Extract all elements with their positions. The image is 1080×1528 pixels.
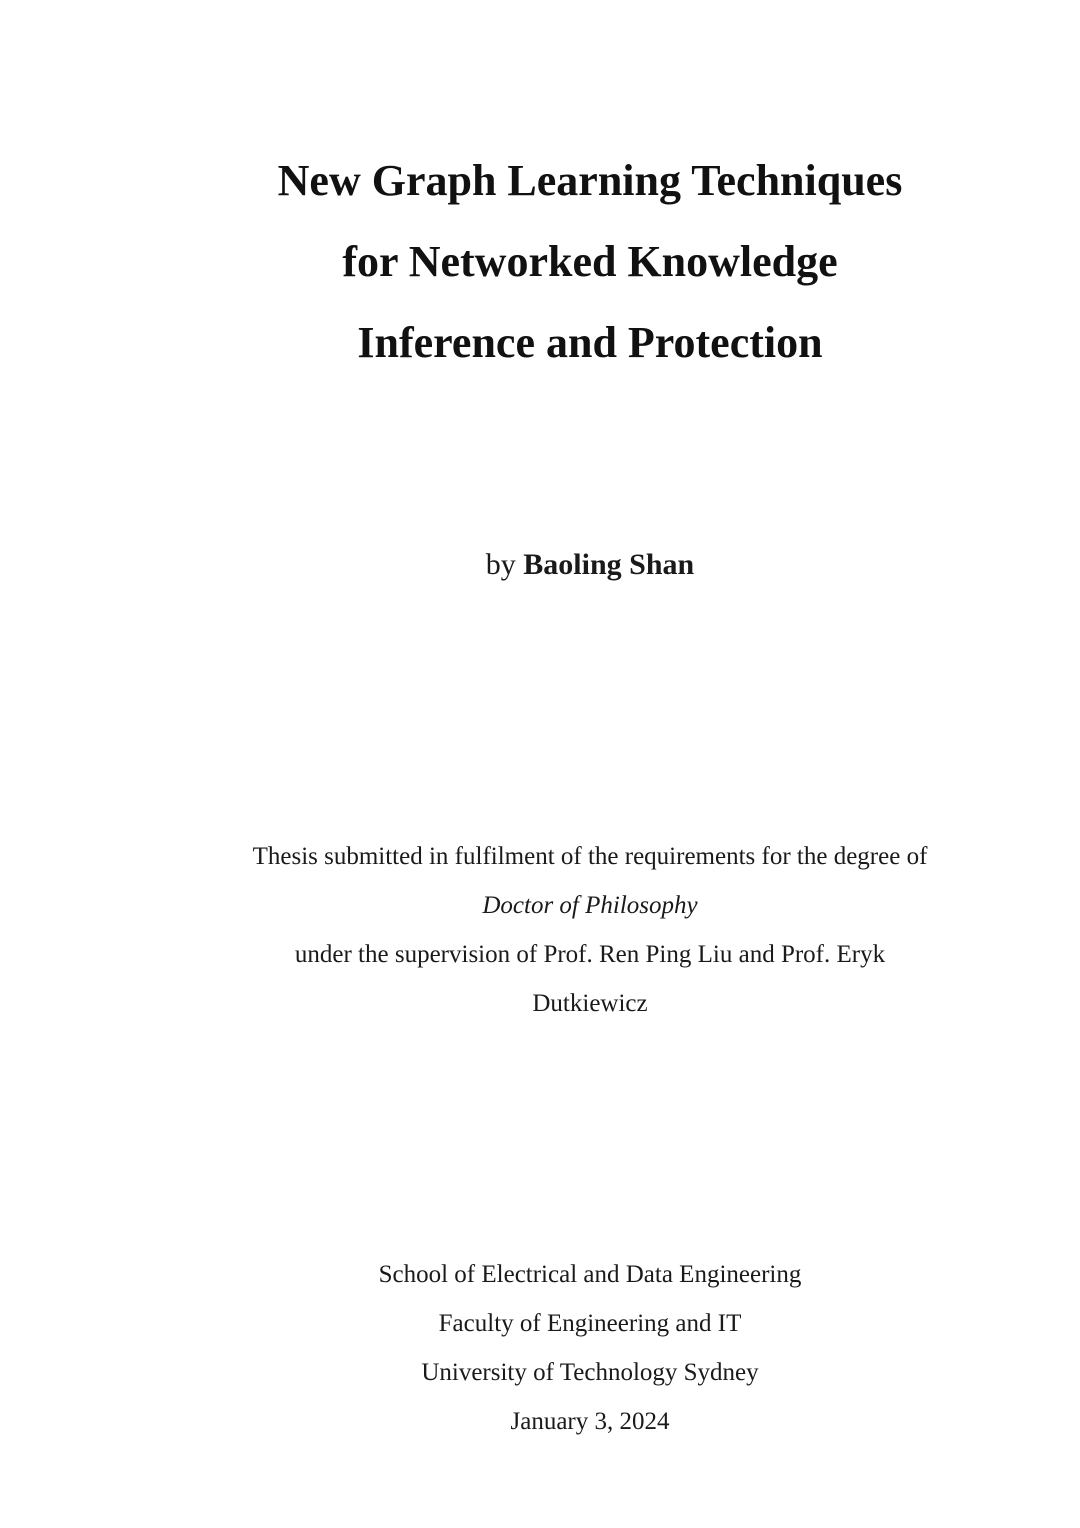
degree-requirement-text: Thesis submitted in fulfilment of the requirements for the degree of <box>252 843 928 870</box>
author-name: Baoling Shan <box>523 548 695 581</box>
university-name: University of Technology Sydney <box>421 1359 759 1386</box>
school-name: School of Electrical and Data Engineering <box>378 1261 802 1288</box>
submission-date: January 3, 2024 <box>510 1408 670 1435</box>
degree-statement <box>180 832 1000 1028</box>
title-line-3: Inference and Protection <box>357 318 823 367</box>
title-line-1: New Graph Learning Techniques <box>277 156 903 205</box>
supervision-text-line-2: Dutkiewicz <box>532 990 648 1017</box>
institution-block <box>180 1250 1000 1446</box>
title-line-2: for Networked Knowledge <box>342 237 838 286</box>
supervision-text-line-1: under the supervision of Prof. Ren Ping Liu and Prof. Eryk <box>294 941 886 968</box>
faculty-name: Faculty of Engineering and IT <box>438 1310 742 1337</box>
author-prefix: by <box>485 548 516 581</box>
author-line <box>180 545 1000 585</box>
thesis-title <box>180 140 1000 383</box>
degree-name: Doctor of Philosophy <box>482 892 698 919</box>
